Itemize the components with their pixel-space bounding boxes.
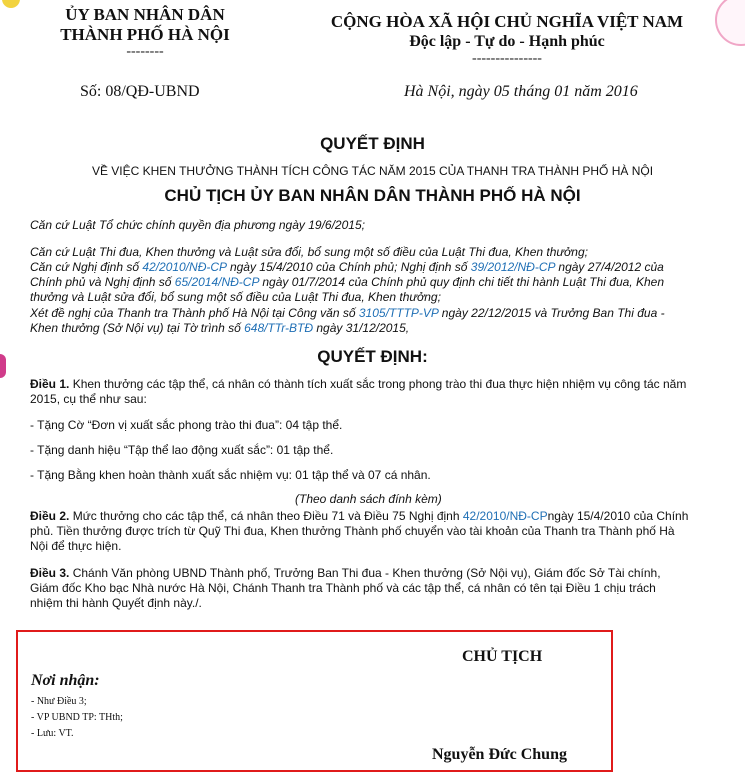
decree-link-65-2014[interactable]: 65/2014/NĐ-CP [174,275,260,289]
basis-4-text-a: Xét đề nghị của Thanh tra Thành phố Hà Nội tại Công văn số [30,306,359,320]
recipient-item: - Lưu: VT. [31,728,74,739]
article-2-decree-link[interactable]: 42/2010/NĐ-CP [462,509,548,523]
document-title: QUYẾT ĐỊNH [320,134,425,153]
signature-highlight-box [16,630,613,772]
document-number: Số: 08/QĐ-UBND [80,83,200,100]
basis-2: Căn cứ Luật Thi đua, Khen thưởng và Luật sửa đổi, bổ sung một số điều của Luật Thi đua, Khen thưởng; [30,245,588,259]
org-divider: -------- [126,44,164,59]
article-2 [30,509,690,554]
decree-link-42-2010[interactable]: 42/2010/NĐ-CP [142,260,227,274]
signer-position: CHỦ TỊCH [462,648,543,665]
issuing-authority [40,5,250,59]
article-3-label: Điều 3. [30,566,70,580]
attached-list-note: (Theo danh sách đính kèm) [295,492,442,506]
basis-4-text-c: ngày 31/12/2015, [313,321,410,335]
recipients-list [31,694,123,742]
recipients-title: Nơi nhận: [31,672,100,689]
nation-divider: --------------- [472,51,542,66]
document-subject: VỀ VIỆC KHEN THƯỞNG THÀNH TÍCH CÔNG TÁC NĂM 2015 CỦA THANH TRA THÀNH PHỐ HÀ NỘI [91,164,654,178]
award-item-3: - Tặng Bằng khen hoàn thành xuất sắc nhiệm vụ: 01 tập thể và 07 cá nhân. [30,468,431,482]
basis-4-text-b: ngày 22/12/2015 và Trưởng Ban Thi đua - Khen thưởng (Sở Nội vụ) tại Tờ trình số [30,306,665,335]
article-3 [30,566,690,611]
nation-line-1: CỘNG HÒA XÃ HỘI CHỦ NGHĨA VIỆT NAM [330,12,684,31]
basis-3-text-a: Căn cứ Nghị định số [30,260,143,274]
article-1-text: Khen thưởng các tập thể, cá nhân có thành tích xuất sắc trong phong trào thi đua thực hiện nhiệm vụ công tác năm 2015, cụ thể như sau: [30,377,687,406]
article-3-text: Chánh Văn phòng UBND Thành phố, Trưởng Ban Thi đua - Khen thưởng (Sở Nội vụ), Giám đốc Sở Tài chính, Giám đốc Kho bạc Nhà nước Hà Nội, Chánh Thanh tra Thành phố và các tập thể, cá nhân có tên tại Điều 1 chịu trách nhiệm thi hành Quyết định này./. [30,566,661,610]
submission-link[interactable]: 648/TTr-BTĐ [244,321,314,335]
basis-3-text-c: ngày 27/4/2012 của Chính phủ và Nghị định số [30,260,664,289]
basis-3-text-d: ngày 01/7/2014 của Chính phủ quy định chi tiết thi hành Luật Thi đua, Khen thưởng và Luật sửa đổi, bổ sung một số điều của Luật Thi đua, Khen thưởng; [30,275,664,304]
org-line-2: THÀNH PHỐ HÀ NỘI [60,25,230,44]
article-2-label: Điều 2. [30,509,70,523]
decree-link-39-2012[interactable]: 39/2012/NĐ-CP [470,260,556,274]
nation-line-2: Độc lập - Tự do - Hạnh phúc [409,33,605,50]
award-item-2: - Tặng danh hiệu “Tập thể lao động xuất sắc”: 01 tập thể. [30,443,334,457]
authority-title: CHỦ TỊCH ỦY BAN NHÂN DÂN THÀNH PHỐ HÀ NỘI [164,186,581,205]
article-2-text-b: ngày 15/4/2010 của Chính phủ. Tiền thưởng được trích từ Quỹ Thi đua, Khen thưởng Thành phố chuyển vào tài khoản của Thanh tra Thành phố Hà Nội để thực hiện. [30,509,689,553]
article-2-text-a: Mức thưởng cho các tập thể, cá nhân theo Điều 71 và Điều 75 Nghị định [69,509,463,523]
article-1-label: Điều 1. [30,377,70,391]
national-motto [262,12,745,66]
decorative-dot-yellow [2,0,20,8]
decision-heading: QUYẾT ĐỊNH: [317,347,428,366]
award-item-1: - Tặng Cờ “Đơn vị xuất sắc phong trào thi đua”: 04 tập thể. [30,418,343,432]
place-date: Hà Nội, ngày 05 tháng 01 năm 2016 [404,83,638,100]
recipient-item: - VP UBND TP: THth; [31,712,123,723]
basis-4 [30,306,690,336]
signer-name: Nguyễn Đức Chung [432,746,567,763]
basis-3-text-b: ngày 15/4/2010 của Chính phủ; Nghị định số [226,260,471,274]
article-1 [30,377,690,407]
recipient-item: - Như Điều 3; [31,696,87,707]
official-letter-link[interactable]: 3105/TTTP-VP [358,306,439,320]
basis-1: Căn cứ Luật Tổ chức chính quyền địa phương ngày 19/6/2015; [30,218,365,232]
basis-3 [30,260,690,305]
org-line-1: ỦY BAN NHÂN DÂN [65,5,225,24]
